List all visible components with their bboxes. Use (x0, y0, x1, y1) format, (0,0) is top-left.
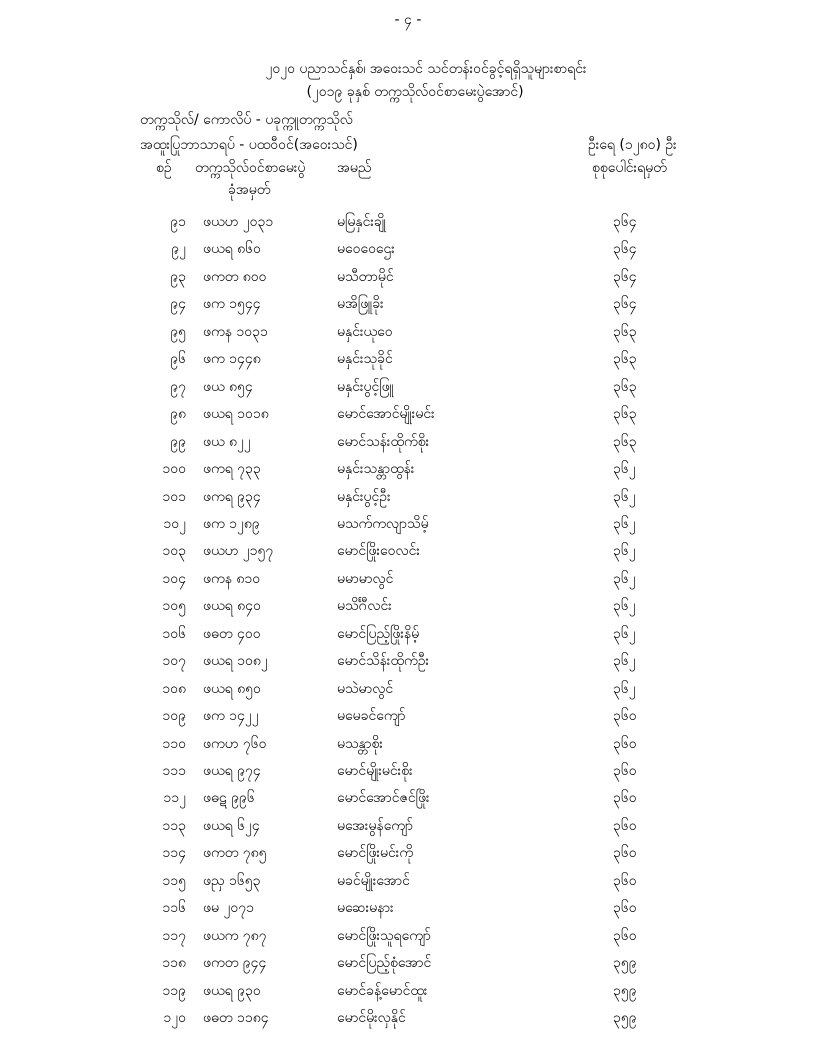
row-seq: ၉၂ (171, 241, 186, 258)
row-name: မောင်မျိုးမင်းစိုး (337, 763, 413, 779)
row-score: ၃၆၂ (613, 488, 636, 505)
row-seq: ၁၁၂ (163, 790, 186, 807)
list-item (0, 1009, 816, 1029)
list-item (0, 597, 816, 617)
row-roll-number: ဖကရ ၇၃၃ (203, 461, 261, 477)
page-number: - ၄ - (394, 12, 422, 28)
row-roll-number: ဖယ ၈၂၂ (203, 433, 251, 450)
list-item (0, 460, 816, 480)
row-seq: ၁၁၁ (162, 763, 186, 779)
row-roll-number: ဖမ ၂၀၇၁ (203, 900, 254, 917)
row-score: ၃၆၀ (613, 872, 637, 889)
row-seq: ၁၀၉ (162, 708, 186, 725)
row-seq: ၁၂၀ (163, 1010, 186, 1026)
row-name: မနှင်းသန္တာထွန်း (337, 461, 415, 477)
row-name: မောင်ဖြိုးမင်းကို (337, 845, 414, 862)
row-roll-number: ဖကဟ ၇၆၀ (203, 735, 267, 752)
row-seq: ၁၀၀ (162, 461, 186, 477)
list-item (0, 680, 816, 700)
row-score: ၃၆၂ (613, 625, 636, 642)
university-line: တက္ကသိုလ်/ ကောလိပ် - ပခုက္ကူတက္ကသိုလ် (140, 112, 353, 128)
row-name: မောင်ဖြိုးသူရကျော် (337, 927, 431, 944)
row-roll-number: ဖဓတ ၁၁၈၄ (203, 1010, 269, 1026)
row-roll-number: ဖက ၁၄၄၈ (203, 351, 261, 368)
row-roll-number: ဖကန ၁၀၃၁ (203, 323, 268, 340)
row-score: ၃၆၃ (613, 351, 637, 368)
row-name: မနှင်းယုဝေ (337, 323, 393, 340)
row-roll-number: ဖကတ ၇၈၅ (203, 845, 267, 862)
row-roll-number: ဖယရ ၈၄၀ (203, 598, 261, 615)
column-header-name: အမည် (337, 160, 372, 176)
row-name: မမေခင်ကျော် (337, 708, 406, 725)
list-item (0, 433, 816, 453)
row-seq: ၉၆ (170, 351, 186, 368)
list-item (0, 707, 816, 727)
list-item (0, 735, 816, 755)
row-roll-number: ဖယရ ၈၅၀ (203, 680, 261, 697)
list-item (0, 982, 816, 1002)
row-roll-number: ဖယရ ၁၀၈၂ (203, 653, 268, 670)
list-item (0, 295, 816, 315)
row-name: မောင်သန်းထိုက်စိုး (337, 433, 430, 450)
row-score: ၃၆၀ (613, 817, 637, 834)
row-name: မမာမာလွင် (337, 570, 394, 587)
row-name: မောင်ဖြိုးဝေလင်း (337, 543, 420, 560)
row-name: မောင်မိုးလှနိုင် (337, 1010, 406, 1026)
row-score: ၃၅၉ (613, 982, 637, 999)
row-seq: ၁၁၆ (162, 900, 186, 917)
row-score: ၃၆၄ (613, 268, 637, 285)
list-item (0, 872, 816, 892)
row-roll-number: ဖယရ ၆၂၄ (203, 817, 260, 834)
row-seq: ၁၁၅ (162, 872, 186, 889)
row-name: မမြနှင်းချို (337, 214, 386, 230)
row-seq: ၉၅ (170, 323, 186, 340)
row-score: ၃၆၀ (613, 927, 637, 944)
row-name: မနှင်းပွင့်ဖြူ (337, 378, 394, 395)
list-item (0, 927, 816, 947)
row-name: မသန္တာစိုး (337, 735, 383, 752)
row-score: ၃၆၃ (613, 378, 637, 395)
row-name: မောင်ခန့်မောင်ထူး (337, 982, 428, 999)
row-score: ၃၆၀ (613, 900, 637, 917)
row-roll-number: ဖဓဋ ၉၉၆ (203, 790, 255, 807)
row-seq: ၁၀၆ (162, 625, 186, 642)
row-roll-number: ဖယဟ ၂၁၅၇ (203, 543, 274, 560)
row-name: မသက်ကလျာသိမ့် (337, 516, 429, 532)
row-seq: ၁၀၇ (162, 653, 186, 670)
list-item (0, 625, 816, 645)
row-roll-number: ဖညှ ၁၆၅၃ (203, 872, 261, 889)
row-score: ၃၆၂ (613, 570, 636, 587)
list-item (0, 350, 816, 370)
row-roll-number: ဖယရ ၉၃၀ (203, 982, 261, 999)
row-score: ၃၆၄ (613, 296, 637, 313)
list-item (0, 652, 816, 672)
row-score: ၃၆၂ (613, 461, 636, 477)
row-name: မသီတာမိုင် (337, 268, 394, 285)
row-seq: ၁၁၄ (162, 845, 186, 862)
list-item (0, 899, 816, 919)
row-seq: ၁၁၃ (162, 817, 186, 834)
row-name: မောင်အောင်မျိုးမင်း (337, 406, 435, 423)
row-seq: ၁၁၇ (162, 927, 186, 944)
list-item (0, 213, 816, 233)
row-score: ၃၆၂ (613, 653, 636, 670)
row-seq: ၉၁ (170, 214, 186, 230)
column-header-score: စုစုပေါင်းရမှတ် (592, 160, 667, 176)
list-item (0, 954, 816, 974)
row-score: ၃၆၀ (613, 790, 637, 807)
row-seq: ၁၀၃ (162, 543, 186, 560)
list-item (0, 240, 816, 260)
row-roll-number: ဖကတ ၉၄၄ (203, 955, 267, 972)
row-seq: ၉၃ (170, 268, 186, 285)
row-seq: ၁၁၀ (162, 735, 186, 752)
row-name: မဆေးမနား (337, 900, 394, 917)
row-name: မသဲမာလွင် (337, 680, 394, 697)
list-item (0, 762, 816, 782)
list-item (0, 542, 816, 562)
row-roll-number: ဖက ၁၂၈၉ (203, 516, 260, 532)
row-score: ၃၅၉ (613, 1010, 637, 1026)
column-header-roll-line2: ခုံအမှတ် (228, 182, 271, 198)
row-roll-number: ဖက ၁၄၂၂ (203, 708, 259, 725)
list-item (0, 817, 816, 837)
row-name: မအေးမွန်ကျော် (337, 817, 413, 834)
row-seq: ၁၀၅ (162, 598, 186, 615)
list-item (0, 323, 816, 343)
row-seq: ၉၉ (170, 433, 186, 450)
row-seq: ၁၁၉ (162, 982, 186, 999)
row-seq: ၉၇ (170, 378, 186, 395)
row-score: ၃၆၃ (613, 433, 637, 450)
row-roll-number: ဖယ ၈၅၄ (203, 378, 253, 395)
row-score: ၃၆၀ (613, 763, 637, 779)
row-seq: ၁၁၈ (162, 955, 186, 972)
list-item (0, 405, 816, 425)
list-item (0, 488, 816, 508)
row-name: မသိင်္ဂီလင်း (337, 598, 392, 615)
row-roll-number: ဖယရ ၉၇၄ (203, 763, 261, 779)
list-item (0, 570, 816, 590)
row-score: ၃၆၃ (613, 323, 637, 340)
row-seq: ၁၀၄ (162, 570, 186, 587)
row-seq: ၉၈ (170, 406, 186, 423)
list-item (0, 378, 816, 398)
row-score: ၃၆၄ (613, 214, 637, 230)
row-name: မောင်သိန်းထိုက်ဦး (337, 653, 430, 670)
row-name: မအိဖြူခိုး (337, 296, 384, 313)
row-name: မခင်မျိုးအောင် (337, 872, 410, 889)
row-roll-number: ဖကရ ၉၃၄ (203, 488, 261, 505)
total-count: ဦးရေ (၁၂၈၀) ဦး (588, 137, 677, 153)
row-roll-number: ဖကန ၈၁၀ (203, 570, 261, 587)
row-score: ၃၆၄ (613, 241, 637, 258)
row-score: ၃၆၂ (613, 516, 636, 532)
row-roll-number: ဖကတ ၈၀၀ (203, 268, 267, 285)
row-score: ၃၆၂ (613, 543, 636, 560)
row-seq: ၉၄ (170, 296, 186, 313)
row-score: ၃၆၃ (613, 406, 637, 423)
row-score: ၃၆၀ (613, 845, 637, 862)
row-name: မောင်ပြည့်ဖြိုးနိမ့် (337, 625, 420, 642)
row-score: ၃၆၀ (613, 708, 637, 725)
column-header-roll-line1: တက္ကသိုလ်ဝင်စာမေးပွဲ (195, 160, 306, 176)
row-name: မနှင်းပွင့်ဦး (337, 488, 391, 505)
row-roll-number: ဖဓတ ၄၀၀ (203, 625, 261, 642)
column-header-seq: စဉ် (156, 160, 172, 176)
row-roll-number: ဖက ၁၅၄၄ (203, 296, 261, 313)
row-seq: ၁၀၈ (162, 680, 186, 697)
row-seq: ၁၀၂ (163, 516, 186, 532)
row-roll-number: ဖယရ ၈၆၀ (203, 241, 261, 258)
row-seq: ၁၀၁ (162, 488, 186, 505)
row-name: မနှင်းသုခိုင် (337, 351, 393, 368)
row-name: မဝေဝေဌေး (337, 241, 395, 258)
list-item (0, 844, 816, 864)
row-roll-number: ဖယက ၇၈၇ (203, 927, 267, 944)
row-score: ၃၅၉ (613, 955, 637, 972)
subject-line: အထူးပြုဘာသာရပ် - ပထဝီဝင်(အဝေးသင်) (140, 137, 358, 153)
page-subtitle: (၂၀၁၉ ခုနှစ် တက္ကသိုလ်ဝင်စာမေးပွဲအောင်) (306, 84, 524, 100)
row-score: ၃၆၂ (613, 598, 636, 615)
row-score: ၃၆၀ (613, 735, 637, 752)
list-item (0, 268, 816, 288)
row-name: မောင်အောင်ဇင်ဖြိုး (337, 790, 430, 807)
row-name: မောင်ပြည့်စုံအောင် (337, 955, 432, 972)
row-score: ၃၆၂ (613, 680, 636, 697)
row-roll-number: ဖယဟ ၂၀၃၁ (203, 214, 274, 230)
list-item (0, 789, 816, 809)
list-item (0, 515, 816, 535)
row-roll-number: ဖယရ ၁၀၁၈ (203, 406, 269, 423)
page-title: ၂၀၂၀ ပညာသင်နှစ်၊ အဝေးသင် သင်တန်းဝင်ခွင့်ရရှိသူများစာရင်း (265, 61, 587, 77)
